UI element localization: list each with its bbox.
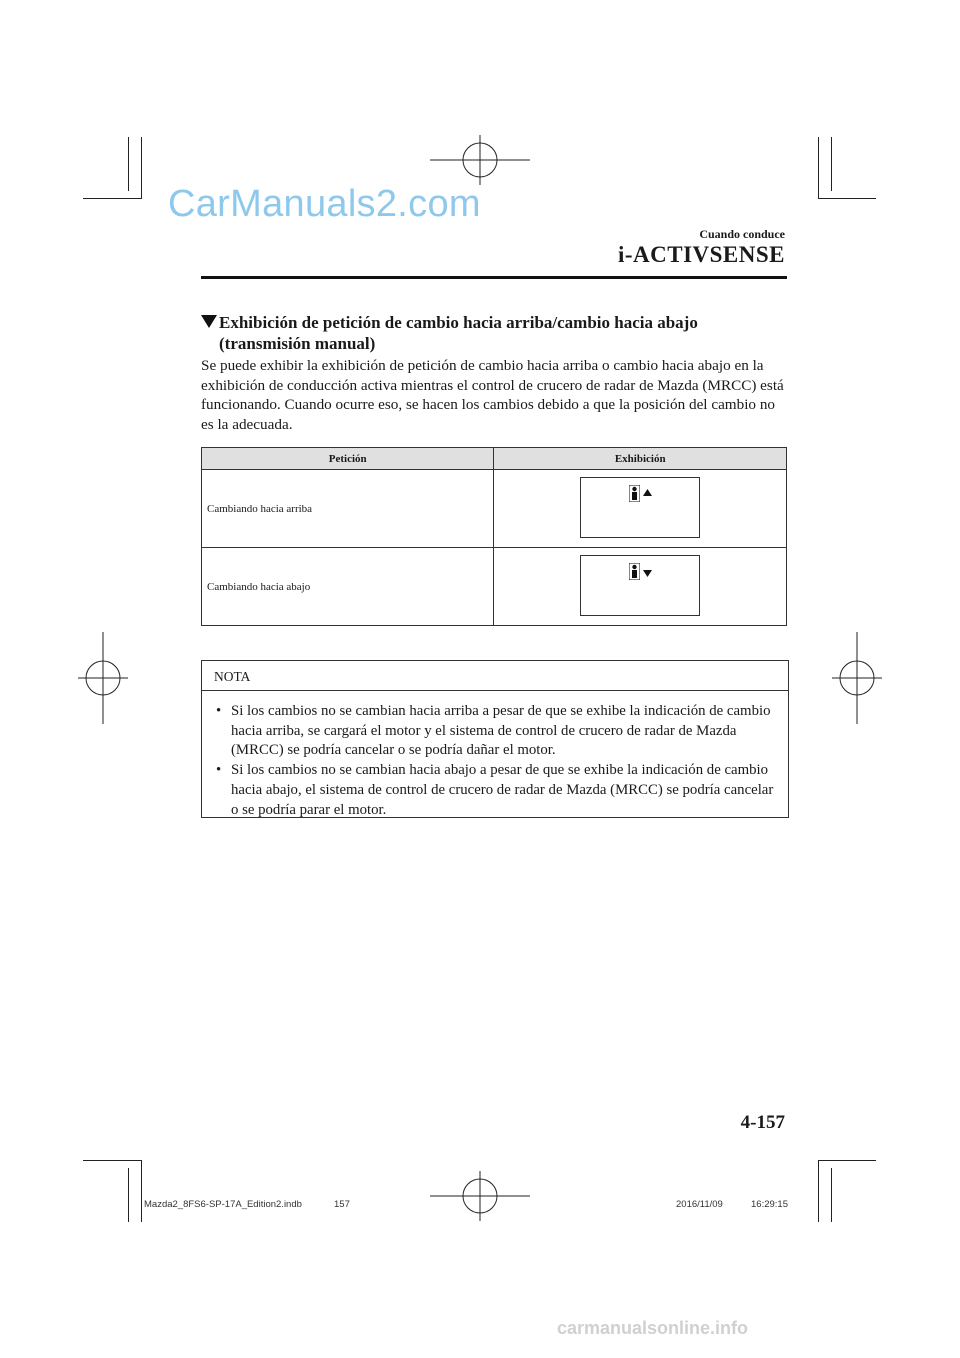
footer-file: Mazda2_8FS6-SP-17A_Edition2.indb bbox=[144, 1199, 302, 1210]
shift-up-indicator-icon bbox=[580, 477, 700, 538]
table-header-display: Exhibición bbox=[494, 448, 787, 470]
list-item: • Si los cambios no se cambian hacia arriba a pesar de que se exhibe la indicación de cambio hacia arriba, se cargará el motor y el sistema de control de crucero de radar de Mazda (MRCC) se podría cancelar o se podría dañar el motor. bbox=[216, 703, 771, 759]
table-header-row bbox=[202, 448, 787, 470]
registration-mark-left bbox=[78, 632, 128, 724]
shift-down-indicator-icon bbox=[580, 555, 700, 616]
footer-date: 2016/11/09 bbox=[676, 1199, 723, 1210]
arrow-down-icon bbox=[643, 570, 652, 577]
body-paragraph: Se puede exhibir la exhibición de petición de cambio hacia arriba o cambio hacia abajo en la exhibición de conducción activa mientras el control de crucero de radar de Mazda (MRCC) está funcionando. Cuando ocurre eso, se hacen los cambios debido a que la posición del cambio no es la adecuada. bbox=[201, 357, 784, 433]
driver-icon bbox=[629, 485, 640, 502]
table-header-request: Petición bbox=[202, 448, 494, 470]
watermark-logo: CarManuals2.com bbox=[168, 183, 481, 225]
arrow-up-icon bbox=[643, 489, 652, 496]
header-rule bbox=[201, 276, 787, 279]
triangle-bullet-icon bbox=[201, 315, 217, 328]
note-divider bbox=[202, 690, 788, 691]
chapter-header: i-ACTIVSENSE bbox=[617, 242, 785, 267]
registration-mark-top bbox=[430, 135, 530, 185]
footer-page: 157 bbox=[334, 1199, 350, 1210]
footer-time: 16:29:15 bbox=[751, 1199, 788, 1210]
table-row bbox=[202, 548, 787, 626]
note-item-text: Si los cambios no se cambian hacia abajo a pesar de que se exhibe la indicación de cambio hacia abajo, el sistema de control de crucero de radar de Mazda (MRCC) se podría cancelar o se podría parar el motor. bbox=[231, 762, 774, 818]
section-title-line2: (transmisión manual) bbox=[219, 334, 376, 353]
display-cell bbox=[494, 470, 787, 548]
shift-request-table bbox=[201, 447, 787, 626]
note-list bbox=[214, 702, 774, 820]
page-number: 4-157 bbox=[740, 1112, 785, 1133]
section-header: Cuando conduce bbox=[699, 227, 785, 241]
note-item-text: Si los cambios no se cambian hacia arriba a pesar de que se exhibe la indicación de cambio hacia arriba, se cargará el motor y el sistema de control de crucero de radar de Mazda (MRCC) se podría cancelar o se podría dañar el motor. bbox=[231, 703, 771, 759]
section-title-line1: Exhibición de petición de cambio hacia arriba/cambio hacia abajo bbox=[219, 313, 698, 332]
table-row bbox=[202, 470, 787, 548]
registration-mark-right bbox=[832, 632, 882, 724]
request-cell: Cambiando hacia arriba bbox=[202, 470, 494, 548]
display-cell bbox=[494, 548, 787, 626]
note-title: NOTA bbox=[214, 669, 251, 684]
driver-icon bbox=[629, 563, 640, 580]
request-cell: Cambiando hacia abajo bbox=[202, 548, 494, 626]
registration-mark-bottom bbox=[430, 1171, 530, 1221]
note-box bbox=[201, 660, 789, 818]
watermark-bottom: carmanualsonline.info bbox=[557, 1318, 749, 1338]
list-item: • Si los cambios no se cambian hacia abajo a pesar de que se exhibe la indicación de cambio hacia abajo, el sistema de control de crucero de radar de Mazda (MRCC) se podría cancelar o se podría parar el motor. bbox=[216, 762, 774, 818]
